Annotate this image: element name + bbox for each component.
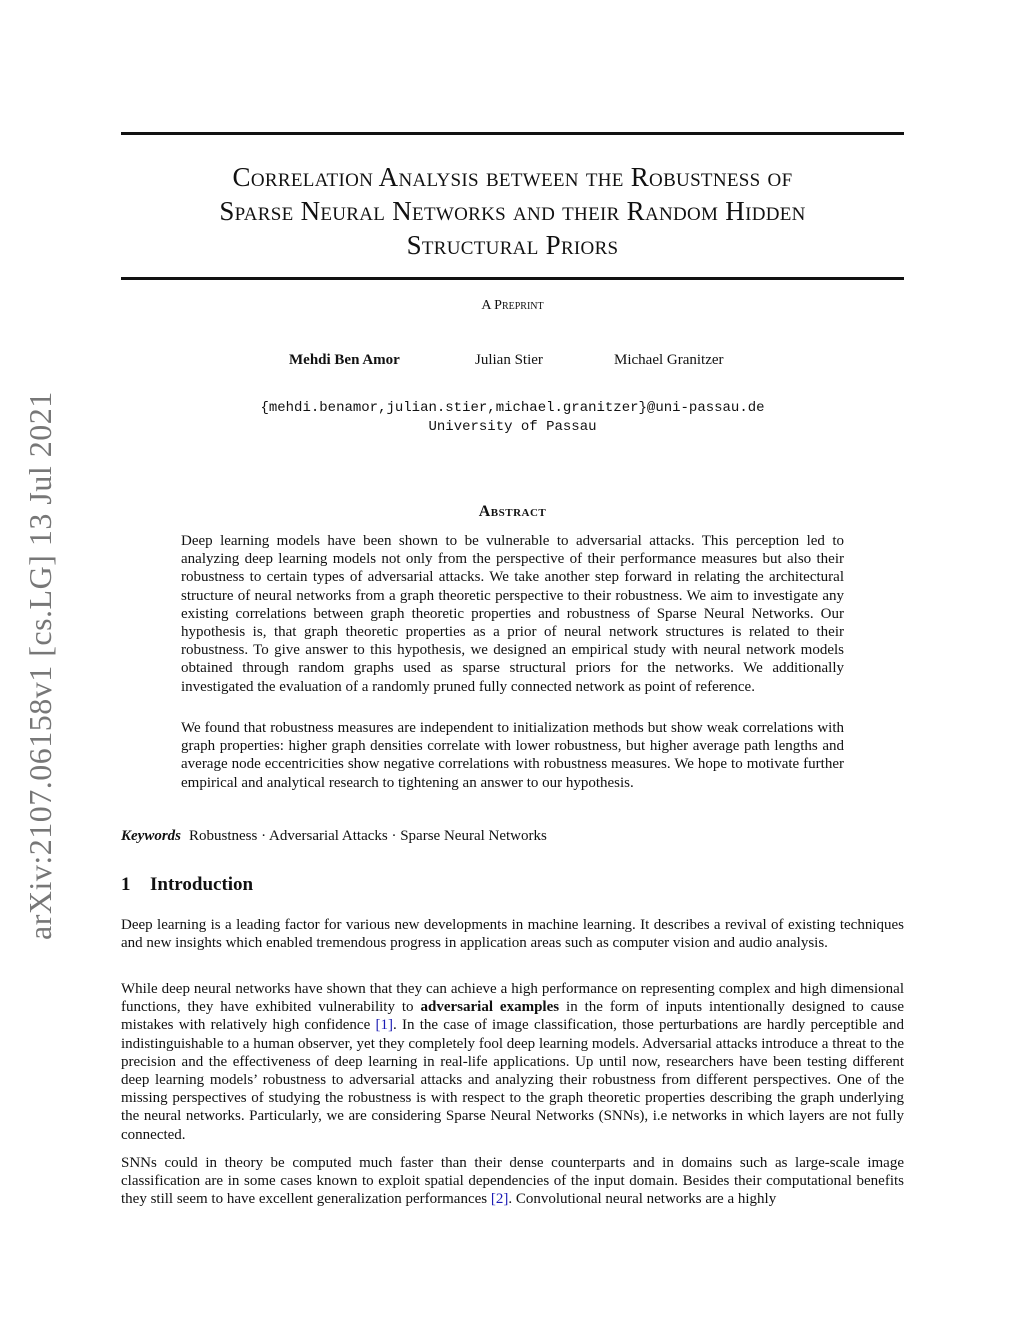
intro-paragraph-1: Deep learning is a leading factor for various new developments in machine learning. It describes a revival of existing techniques and new insights which enabled tremendous progress in application areas such as computer vision and audio analysis.: [121, 917, 904, 952]
keywords-text: Robustness · Adversarial Attacks · Sparse Neural Networks: [189, 828, 547, 844]
citation-link-1[interactable]: [1]: [375, 1017, 393, 1034]
abstract-heading: Abstract: [478, 503, 547, 520]
arxiv-stamp: arXiv:2107.06158v1 [cs.LG] 13 Jul 2021: [22, 391, 58, 940]
section-title: Introduction: [150, 874, 254, 895]
abstract-paragraph-2: We found that robustness measures are independent to initialization methods but show weak correlations with graph properties: higher graph densities correlate with lower robustness, but higher average path lengths and average node eccentricities show negative correlations with robustness measures. We hope to motivate further empirical and analytical research to tightening an answer to our hypothesis.: [181, 720, 844, 791]
section-heading-introduction: [121, 874, 253, 896]
keywords: [121, 828, 547, 845]
author-2: Julian Stier: [475, 352, 543, 368]
intro-p2-text-a: While deep neural networks have shown that they can achieve a high performance on representing complex and high dimensional functions, they have exhibited vulnerability to: [121, 981, 904, 1016]
title-line-2: Sparse Neural Networks and their Random Hidden: [219, 196, 806, 226]
author-email: {mehdi.benamor,julian.stier,michael.granitzer}@uni-passau.de: [260, 400, 765, 416]
intro-p2-text-b: in the form of inputs intentionally designed to cause mistakes with relatively high confidence: [121, 999, 904, 1034]
author-1: Mehdi Ben Amor: [289, 352, 400, 368]
intro-p3-text-b: . Convolutional neural networks are a highly: [508, 1191, 777, 1208]
intro-p3-text-a: SNNs could in theory be computed much faster than their dense counterparts and in domains such as large-scale image classification are in some cases known to exploit spatial dependencies of the input domain. Besides their computational benefits they still seem to have excellent generalization performances: [121, 1155, 904, 1208]
affiliation: University of Passau: [428, 419, 597, 435]
title-line-1: Correlation Analysis between the Robustness of: [232, 162, 793, 192]
intro-paragraph-2: [121, 980, 904, 1144]
citation-link-2[interactable]: [2]: [490, 1191, 509, 1208]
top-rule: [121, 132, 904, 135]
intro-p2-text-c: . In the case of image classification, those perturbations are hardly perceptible and indistinguishable to a human observer, yet they completely fool deep learning models. Adversarial attacks introduce a threat to the precision and the effectiveness of deep learning in real-life applications. Up until now, researchers have been testing different deep learning models’ robustness to adversarial attacks and analyzing their robustness from different perspectives. One of the missing perspectives of studying the robustness is with respect to the graph theoretic properties describing the graph underlying the neural networks. Particularly, we are considering Sparse Neural Networks (SNNs), i.e networks in which layers are not fully connected.: [121, 1017, 904, 1143]
preprint-label: A Preprint: [481, 298, 544, 313]
bottom-rule: [121, 277, 904, 280]
title-line-3: Structural Priors: [406, 230, 619, 260]
abstract-paragraph-1: Deep learning models have been shown to be vulnerable to adversarial attacks. This perception led to analyzing deep learning models not only from the perspective of their performance measures but also their robustness to certain types of adversarial attacks. We take another step forward in relating the architectural structure of neural networks from a graph theoretic perspective to their robustness. We aim to investigate any existing correlations between graph theoretic properties and robustness of Sparse Neural Networks. Our hypothesis is, that graph theoretic properties as a prior of neural network structures is related to their robustness. To give answer to this hypothesis, we designed an empirical study with neural network models obtained through random graphs used as sparse structural priors for the networks. We additionally investigated the evaluation of a randomly pruned fully connected network as point of reference.: [181, 533, 844, 695]
author-3: Michael Granitzer: [614, 352, 724, 368]
paper-title: [121, 160, 904, 262]
adversarial-examples-term: adversarial examples: [420, 999, 560, 1016]
section-number: 1: [121, 874, 131, 895]
intro-paragraph-3: [121, 1154, 904, 1209]
keywords-label: Keywords: [121, 828, 181, 844]
